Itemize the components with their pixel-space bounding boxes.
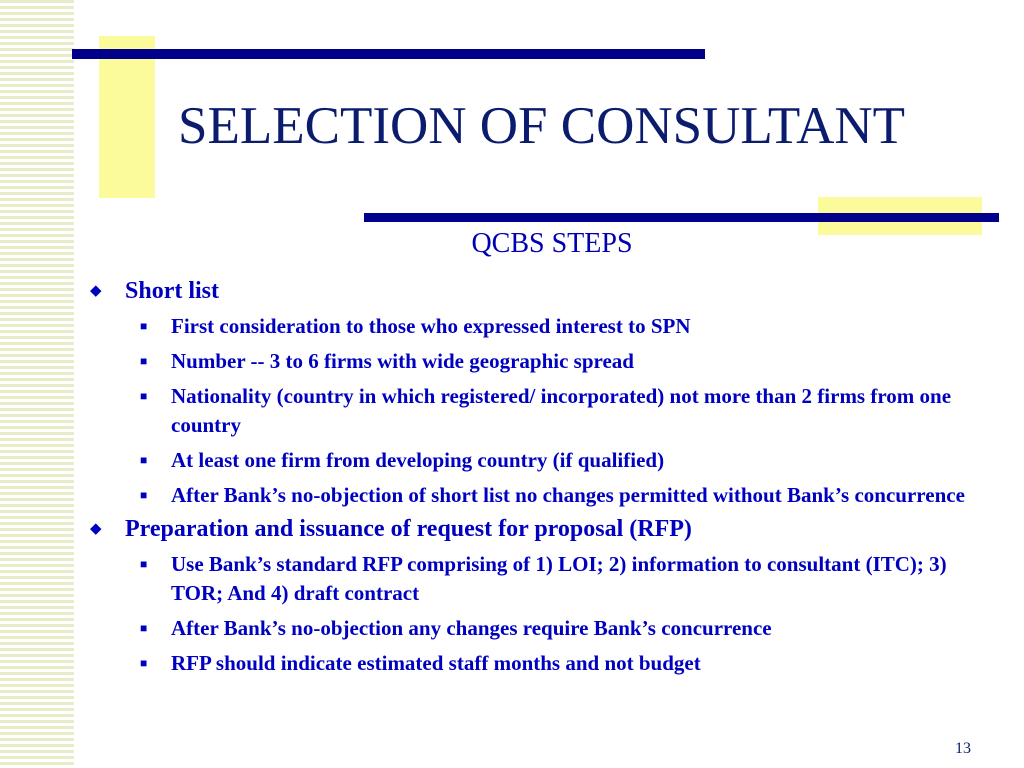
slide-content xyxy=(90,272,1010,678)
slide-subtitle: QCBS STEPS xyxy=(471,228,633,259)
list-item-text: Use Bank’s standard RFP comprising of 1) LOI; 2) information to consultant (ITC); 3) TOR; And 4) draft contract xyxy=(171,552,947,605)
square-bullet-icon: ■ xyxy=(140,488,148,502)
section-heading xyxy=(90,514,1010,544)
list-item-text: At least one firm from developing country (if qualified) xyxy=(171,448,665,472)
square-bullet-icon: ■ xyxy=(140,621,148,635)
square-bullet-icon: ■ xyxy=(140,354,148,368)
list-item-text: After Bank’s no-objection any changes require Bank’s concurrence xyxy=(171,616,772,640)
list-item xyxy=(90,347,1010,376)
yellow-accent-block-top xyxy=(99,36,155,198)
square-bullet-icon: ■ xyxy=(140,656,148,670)
left-stripe-decoration xyxy=(0,0,74,768)
page-number: 13 xyxy=(955,740,971,757)
list-item xyxy=(90,481,1010,510)
square-bullet-icon: ■ xyxy=(140,453,148,467)
list-item-text: RFP should indicate estimated staff months and not budget xyxy=(171,651,701,675)
section-heading-text: Preparation and issuance of request for proposal (RFP) xyxy=(125,516,692,542)
list-item xyxy=(90,649,1010,678)
diamond-bullet-icon: ◆ xyxy=(90,283,102,299)
list-item-text: Number -- 3 to 6 firms with wide geographic spread xyxy=(171,349,634,373)
diamond-bullet-icon: ◆ xyxy=(90,521,102,537)
list-item xyxy=(90,382,1010,440)
square-bullet-icon: ■ xyxy=(140,557,148,571)
list-item xyxy=(90,614,1010,643)
square-bullet-icon: ■ xyxy=(140,319,148,333)
blue-accent-bar-top xyxy=(72,49,705,59)
section-heading-text: Short list xyxy=(125,278,220,304)
list-item-text: After Bank’s no-objection of short list no changes permitted without Bank’s concurrence xyxy=(171,483,965,507)
square-bullet-icon: ■ xyxy=(140,389,148,403)
blue-accent-bar-right xyxy=(364,213,999,222)
list-item-text: Nationality (country in which registered/ incorporated) not more than 2 firms from one country xyxy=(171,384,952,437)
list-item xyxy=(90,446,1010,475)
list-item-text: First consideration to those who expressed interest to SPN xyxy=(171,314,691,338)
slide-title: SELECTION OF CONSULTANT xyxy=(178,97,905,155)
list-item xyxy=(90,312,1010,341)
list-item xyxy=(90,550,1010,608)
section-heading xyxy=(90,276,1010,306)
